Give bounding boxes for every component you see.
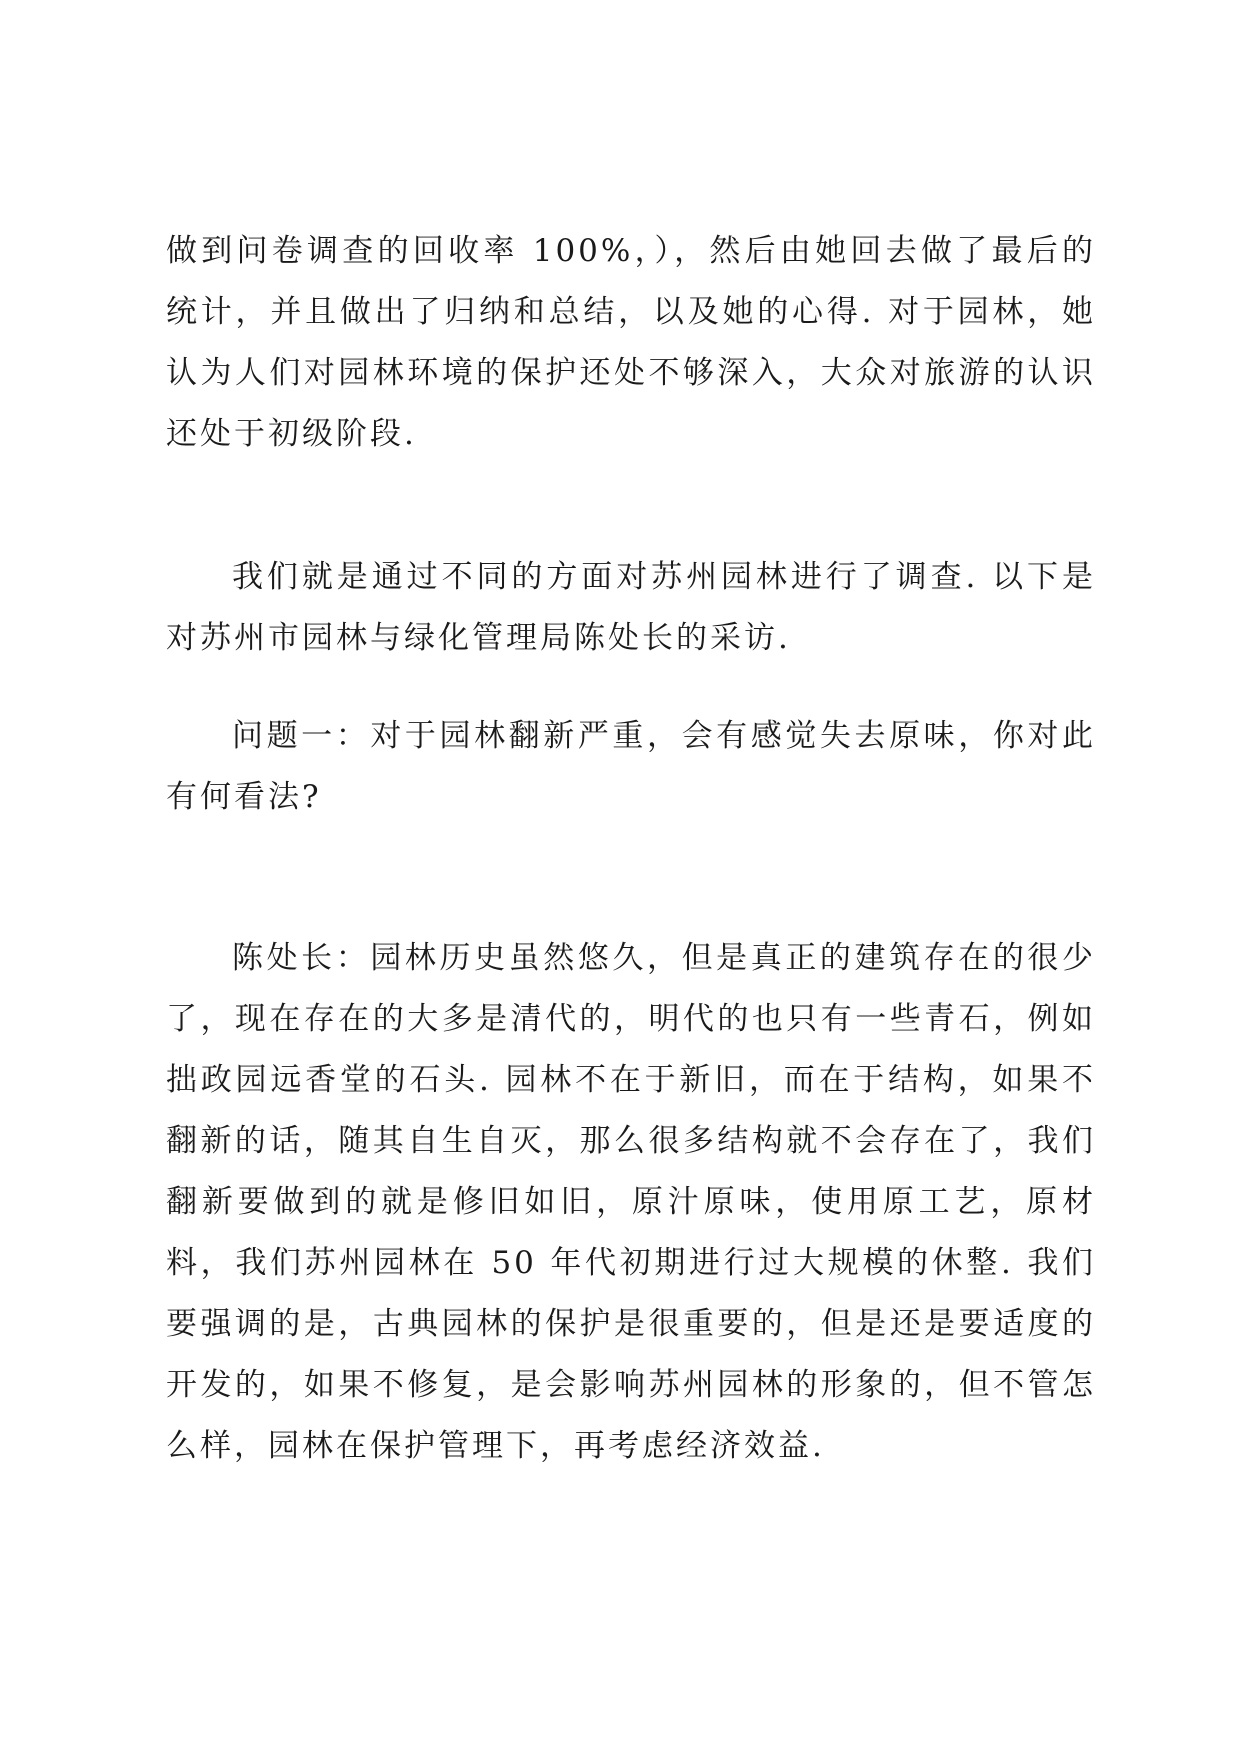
paragraph-survey-intro: 我们就是通过不同的方面对苏州园林进行了调查. 以下是对苏州市园林与绿化管理局陈处长的采访. xyxy=(166,559,1096,656)
paragraph-continuation: 做到问卷调查的回收率 100%，），然后由她回去做了最后的统计，并且做出了归纳和总结，以及她的心得. 对于园林，她认为人们对园林环境的保护还处不够深入，大众对旅游的认识还处于初级阶段. xyxy=(166,233,1096,452)
paragraph-answer-one: 陈处长：园林历史虽然悠久，但是真正的建筑存在的很少了，现在存在的大多是清代的，明代的也只有一些青石，例如拙政园远香堂的石头. 园林不在于新旧，而在于结构，如果不翻新的话，随其自生自灭，那么很多结构就不会存在了，我们翻新要做到的就是修旧如旧，原汁原味，使用原工艺，原材料，我们苏州园林在 50 年代初期进行过大规模的休整. 我们要强调的是，古典园林的保护是很重要的，但是还是要适度的开发的，如果不修复，是会影响苏州园林的形象的，但不管怎么样，园林在保护管理下，再考虑经济效益. xyxy=(166,940,1096,1464)
paragraph-question-one: 问题一：对于园林翻新严重，会有感觉失去原味，你对此有何看法? xyxy=(166,718,1096,815)
